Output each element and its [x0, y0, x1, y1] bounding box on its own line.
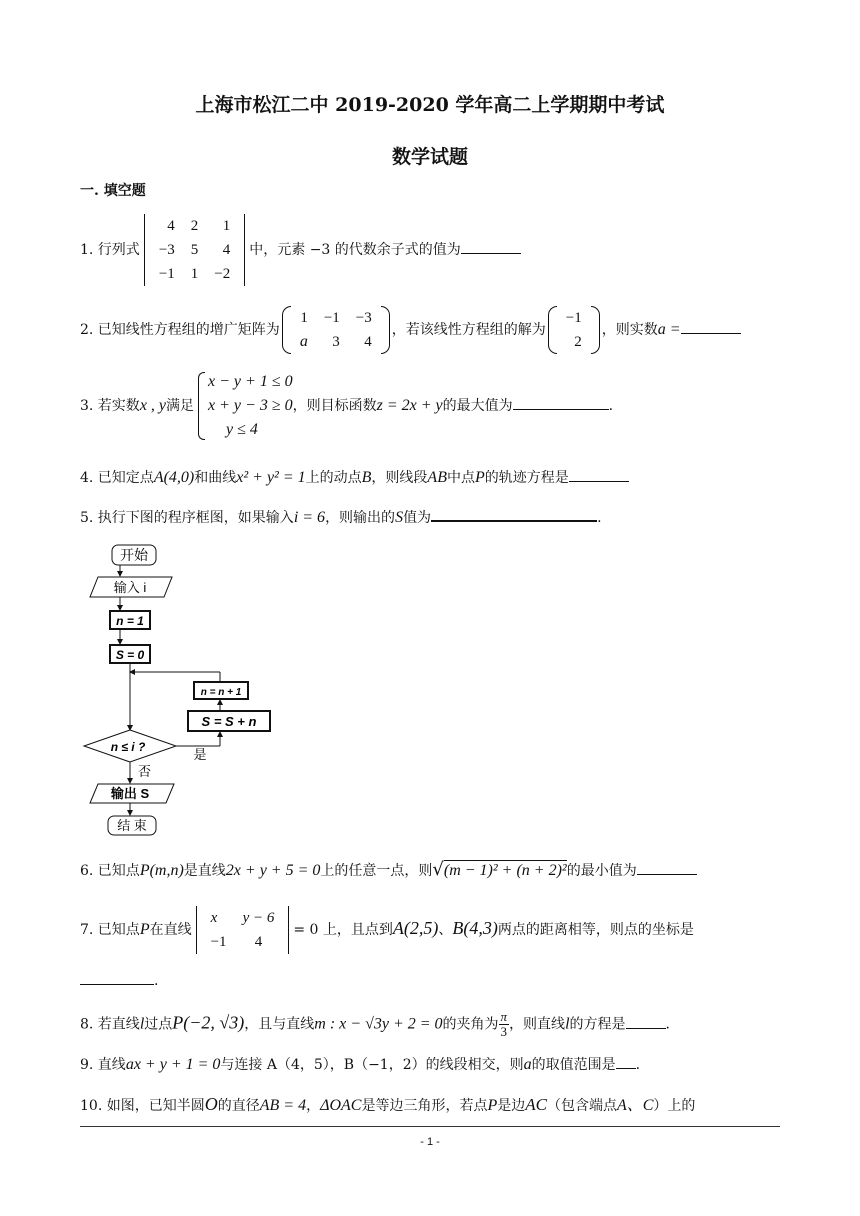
- no-label: 否: [138, 764, 152, 779]
- matrix-cell: 1: [300, 310, 308, 326]
- constraint: x + y − 3 ≥ 0: [208, 397, 293, 414]
- q3-prefix: 3. 若实数: [80, 398, 140, 414]
- matrix-cell: 4: [364, 334, 372, 350]
- q8-end: .: [665, 1016, 670, 1033]
- q4-text: ，则线段: [371, 470, 428, 486]
- answer-blank: [431, 506, 597, 522]
- answer-blank: [461, 239, 521, 254]
- q1-prefix: 1. 行列式: [80, 242, 140, 258]
- q8-text: 过点: [144, 1016, 173, 1033]
- matrix-cell: 5: [190, 242, 199, 258]
- q7-var: P: [139, 921, 150, 938]
- q3-vars: x , y: [139, 397, 167, 414]
- q4-var: AB: [427, 469, 447, 486]
- q10-var: O: [204, 1094, 218, 1114]
- q10-text: （包含端点: [546, 1098, 617, 1114]
- q6-line: 2x + y + 5 = 0: [225, 862, 321, 879]
- q7-text: 到: [378, 922, 393, 938]
- q6-text: 上的任意一点，则: [320, 863, 433, 879]
- q7-point-a: A(2,5): [392, 918, 439, 938]
- q8-text: 8. 若直线: [80, 1016, 140, 1033]
- vector-cell: −1: [565, 310, 582, 326]
- q8-fraction: [499, 1010, 510, 1039]
- q1-suffix: 中，元素 −3 的代数余子式的值为: [249, 242, 461, 258]
- q10-text: 的直径: [217, 1098, 260, 1114]
- matrix-cell: x: [210, 910, 218, 926]
- constraint: x − y + 1 ≤ 0: [208, 373, 293, 390]
- answer-blank: [513, 395, 609, 410]
- q7-text: = 0 上，且点: [293, 922, 379, 938]
- answer-blank: [80, 970, 154, 985]
- q4-text: 4. 已知定点: [80, 470, 154, 486]
- answer-blank: [681, 319, 741, 334]
- answer-blank: [616, 1054, 636, 1069]
- answer-blank: [569, 467, 629, 482]
- matrix-cell: 2: [190, 218, 199, 234]
- input-label: 输入 i: [113, 580, 147, 595]
- q5-text: 5. 执行下图的程序框图，如果输入: [80, 510, 294, 526]
- q3-end: .: [608, 398, 614, 414]
- matrix-cell: y − 6: [242, 910, 275, 926]
- q7-text: 在直线: [149, 922, 192, 938]
- q10-text: 是边: [497, 1098, 526, 1114]
- question-3: [80, 370, 613, 442]
- matrix-cell: 4: [222, 242, 231, 258]
- matrix-cell: 1: [190, 266, 199, 282]
- q4-var: P: [474, 469, 485, 486]
- end-label: 结 束: [117, 818, 147, 833]
- fraction-denominator: 3: [500, 1024, 508, 1039]
- q6-text: 是直线: [183, 863, 226, 879]
- q10-var: AC: [525, 1095, 547, 1114]
- q1-determinant: [144, 214, 245, 286]
- q8-var: l: [565, 1015, 570, 1033]
- matrix-cell: −3: [158, 242, 175, 258]
- page-number: - 1 -: [420, 1136, 440, 1148]
- q10-text: 是等边三角形，若点: [361, 1098, 488, 1114]
- constraint: y ≤ 4: [226, 421, 258, 438]
- q2-suffix: ，则实数: [601, 322, 658, 338]
- question-4: [80, 467, 629, 488]
- answer-blank: [637, 860, 697, 875]
- q2-mid: ，若该线性方程组的解为: [391, 322, 546, 338]
- page-title: 上海市松江二中 2019-2020 学年高二上学期期中考试: [195, 94, 665, 116]
- q8-var: l: [139, 1015, 145, 1033]
- question-1: [80, 214, 521, 286]
- q5-input: i = 6: [293, 509, 326, 526]
- q6-text: 6. 已知点: [80, 863, 140, 879]
- start-label: 开始: [120, 547, 148, 563]
- q5-end: .: [597, 510, 602, 526]
- q9-var: a: [523, 1056, 532, 1073]
- q5-var: S: [395, 509, 404, 526]
- yes-label: 是: [193, 747, 207, 762]
- q7-text: 的坐标是: [637, 922, 694, 938]
- matrix-cell: −1: [210, 934, 227, 950]
- q10-var: AB = 4: [259, 1097, 307, 1114]
- question-2: [80, 306, 741, 354]
- q9-end: .: [635, 1057, 641, 1073]
- q6-point: P(m,n): [139, 862, 184, 879]
- q2-prefix: 2. 已知线性方程组的增广矩阵为: [80, 322, 280, 338]
- s-update-label: S = S + n: [201, 714, 257, 729]
- footer-divider: [80, 1126, 780, 1127]
- q2-var: a =: [657, 321, 681, 338]
- q9-text: 的取值范围是: [531, 1057, 616, 1073]
- q8-text: 的夹角为: [442, 1016, 499, 1033]
- fraction-numerator: π: [500, 1009, 508, 1024]
- question-8: [80, 1010, 670, 1039]
- q7-text: 、: [438, 922, 453, 938]
- condition-label: n ≤ i ?: [110, 740, 146, 754]
- q4-text: 上的动点: [305, 470, 362, 486]
- q3-mid: 满足: [166, 398, 195, 414]
- flowchart: [80, 540, 280, 840]
- q4-curve: x² + y² = 1: [236, 469, 306, 486]
- matrix-cell: −1: [323, 310, 340, 326]
- question-10: [80, 1094, 695, 1116]
- matrix-cell: 4: [254, 934, 263, 950]
- q4-point: A(4,0): [153, 469, 195, 486]
- matrix-cell: −2: [214, 266, 231, 282]
- q8-point: P(−2, √3): [172, 1012, 245, 1033]
- matrix-cell: −1: [158, 266, 175, 282]
- q3-objective: z = 2x + y: [376, 397, 443, 414]
- q7-text: 两点的距离相等，则点: [497, 922, 638, 938]
- q6-text: 的最小值为: [566, 863, 637, 879]
- q8-line: m : x − √3y + 2 = 0: [314, 1015, 443, 1033]
- n-increment-label: n = n + 1: [200, 687, 242, 698]
- q9-text: 与连接 A（4，5），B（−1，2）的线段相交，则: [220, 1057, 524, 1073]
- sqrt-sign: √: [432, 859, 444, 880]
- q3-objective-prefix: ，则目标函数: [292, 398, 377, 414]
- q9-line: ax + y + 1 = 0: [125, 1056, 221, 1073]
- matrix-cell: 4: [167, 218, 175, 234]
- q2-solution-vector: [548, 306, 600, 354]
- q7-determinant: [196, 906, 290, 954]
- answer-blank: [626, 1014, 666, 1029]
- q8-text: 的方程是: [569, 1016, 626, 1033]
- s-init-label: S = 0: [115, 648, 145, 662]
- n-init-label: n = 1: [116, 614, 144, 628]
- section-heading: 一. 填空题: [80, 183, 146, 199]
- matrix-cell: 1: [222, 218, 231, 234]
- question-7: [80, 906, 694, 954]
- q8-text: ，则直线: [509, 1016, 566, 1033]
- question-9: [80, 1054, 640, 1075]
- question-6: [80, 860, 697, 881]
- q10-triangle: ΔOAC: [320, 1097, 362, 1114]
- q4-text: 和曲线: [194, 470, 237, 486]
- q7-end: .: [154, 973, 159, 989]
- page-subtitle: 数学试题: [391, 146, 468, 168]
- vector-cell: 2: [574, 334, 582, 350]
- q10-var: P: [487, 1097, 498, 1114]
- q4-var: B: [361, 469, 372, 486]
- q4-text: 中点: [446, 470, 475, 486]
- q6-expression: (m − 1)² + (n + 2)²: [443, 862, 567, 879]
- q3-suffix: 的最大值为: [442, 398, 513, 414]
- q9-text: 9. 直线: [80, 1057, 126, 1073]
- matrix-cell: 3: [332, 334, 340, 350]
- q10-text: 10. 如图，已知半圆: [80, 1098, 205, 1114]
- question-7-continued: [80, 970, 158, 991]
- q7-text: 7. 已知点: [80, 922, 140, 938]
- q5-text: ，则输出的: [325, 510, 396, 526]
- q10-text: ）上的: [653, 1098, 696, 1114]
- q4-text: 的轨迹方程是: [484, 470, 569, 486]
- matrix-cell: −3: [355, 310, 372, 326]
- q10-text: ，: [306, 1098, 321, 1114]
- q3-constraint-system: [198, 370, 293, 442]
- q7-point-b: B(4,3): [452, 918, 498, 938]
- output-label: 输出 S: [110, 786, 150, 801]
- matrix-cell: a: [299, 333, 308, 350]
- q10-var: A、C: [616, 1097, 654, 1114]
- q5-text: 值为: [403, 510, 432, 526]
- question-5: [80, 506, 602, 528]
- q2-augmented-matrix: [282, 306, 390, 354]
- q8-text: ，且与直线: [244, 1016, 315, 1033]
